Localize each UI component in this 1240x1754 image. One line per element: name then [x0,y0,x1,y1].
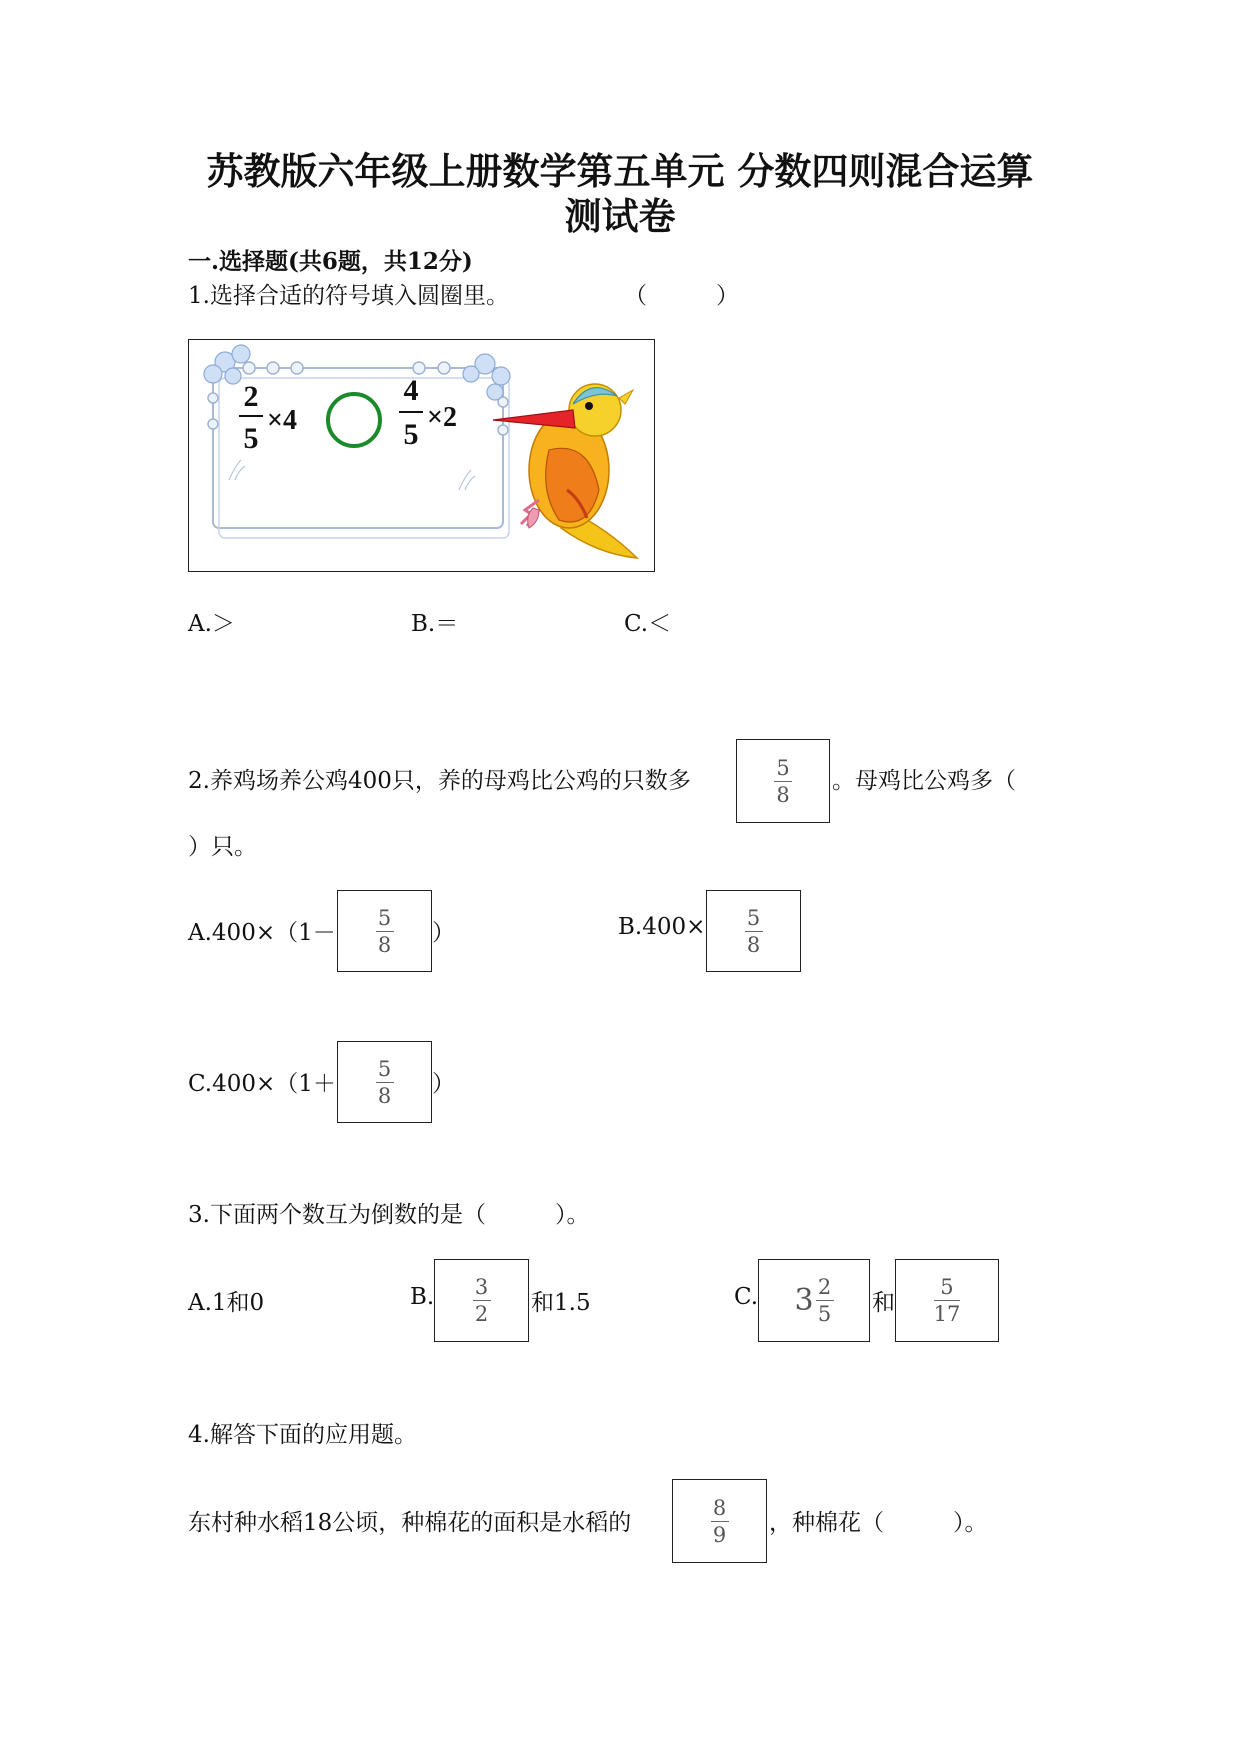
q1-option-a[interactable]: A.＞ [188,611,235,637]
fraction-denominator: 8 [377,932,392,957]
woodpecker-icon [493,384,637,558]
q3-option-b[interactable]: B. [410,1284,435,1310]
fraction-denominator: 8 [776,782,790,807]
q2-option-a[interactable]: A.400×（1－ [188,920,336,946]
mixed-number [794,1276,833,1325]
q2-option-c-fraction-box [337,1041,432,1123]
q2-option-a-fraction-box [337,890,432,972]
fraction-denominator: 2 [474,1302,489,1326]
fraction-numerator: 5 [776,755,790,780]
q2-option-a-suffix: ） [432,920,455,946]
fraction-numerator: 5 [746,905,761,930]
question-2-text: 2.养鸡场养公鸡400只，养的母鸡比公鸡的只数多 [188,768,691,794]
fraction [774,757,792,806]
page-title-line2: 测试卷 [564,194,676,238]
question-1-text: 1.选择合适的符号填入圆圈里。 [188,283,509,309]
q3-option-a[interactable]: A.1和0 [188,1290,265,1316]
q2-option-c[interactable]: C.400×（1＋ [188,1071,336,1097]
left-fraction-denominator: 5 [243,422,259,455]
q3-option-b-fraction-box [434,1259,529,1342]
question-3-text: 3.下面两个数互为倒数的是（ ）。 [188,1202,590,1228]
comparison-illustration [189,340,655,572]
right-multiplier: ×2 [427,402,457,433]
q1-option-c[interactable]: C.＜ [624,611,672,637]
q2-option-b-fraction-box [706,890,801,972]
right-fraction-numerator: 4 [403,374,419,407]
question-4-problem: 东村种水稻18公顷，种棉花的面积是水稻的 [188,1510,632,1536]
fraction-denominator: 9 [712,1522,727,1547]
fraction-denominator: 8 [377,1083,392,1108]
fraction-numerator: 3 [474,1275,489,1299]
fraction-denominator: 8 [746,932,761,957]
q3-option-c-mixed-number-box [758,1259,870,1342]
fraction-numerator: 8 [712,1495,727,1520]
page-title: 苏教版六年级上册数学第五单元 分数四则混合运算 [206,149,1034,193]
question-2-text-line2: ）只。 [188,834,257,860]
left-multiplier: ×4 [267,405,297,436]
q4-fraction-box [672,1479,767,1563]
q3-option-c[interactable]: C. [734,1284,759,1310]
question-4-problem-continued: ，种棉花（ ）。 [769,1510,988,1536]
fraction-numerator: 5 [377,1056,392,1081]
q3-option-c-and: 和 [872,1290,895,1316]
left-fraction-numerator: 2 [243,380,259,413]
right-fraction-denominator: 5 [403,418,419,451]
q3-option-b-suffix: 和1.5 [531,1290,591,1316]
question-1-answer-paren: （ ） [624,283,739,309]
fraction-numerator: 2 [817,1275,832,1299]
fraction-denominator: 17 [933,1302,961,1326]
q2-fraction-box [736,739,830,823]
question-1-figure [188,339,655,572]
q1-option-b[interactable]: B.＝ [411,611,459,637]
fraction-numerator: 5 [377,905,392,930]
fraction-denominator: 5 [817,1302,832,1326]
mixed-number-whole: 3 [794,1283,814,1318]
fraction-numerator: 5 [940,1275,954,1299]
q2-option-c-suffix: ） [432,1071,455,1097]
q3-option-c-fraction-box [895,1259,999,1342]
question-4-text: 4.解答下面的应用题。 [188,1422,417,1448]
question-2-text-continued: 。母鸡比公鸡多（ [832,768,1016,794]
q2-option-b[interactable]: B.400× [618,914,706,940]
section-heading: 一.选择题(共6题，共12分) [188,248,473,275]
